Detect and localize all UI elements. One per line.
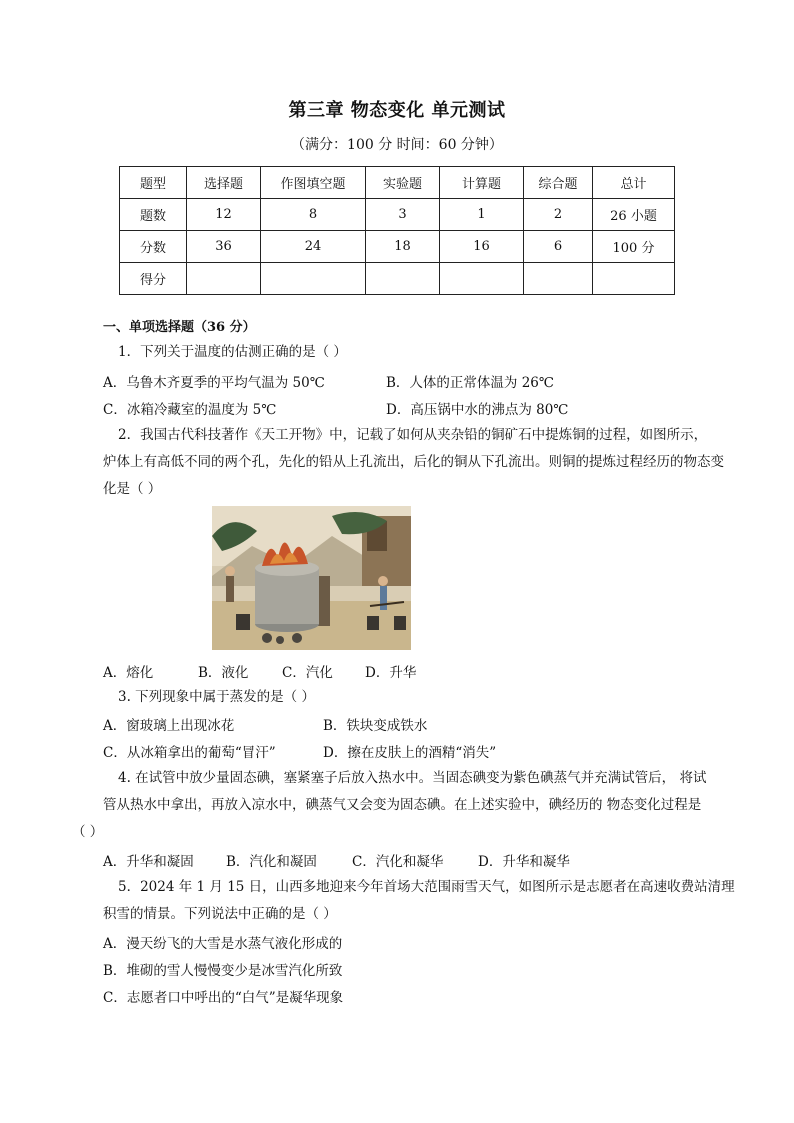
- question-5-option-b[interactable]: B．堆砌的雪人慢慢变少是冰雪汽化所致: [103, 963, 343, 979]
- section-heading: 一、单项选择题（36 分）: [103, 320, 256, 335]
- question-3-stem: 3. 下列现象中属于蒸发的是（ ）: [118, 689, 315, 705]
- question-2-option-a[interactable]: A．熔化: [103, 665, 154, 681]
- question-1-stem: 1．下列关于温度的估测正确的是（ ）: [118, 344, 347, 360]
- table-cell: 2: [524, 199, 593, 231]
- table-cell: 12: [187, 199, 261, 231]
- table-cell: 1: [440, 199, 524, 231]
- score-entry-cell[interactable]: [524, 263, 593, 295]
- table-cell: 3: [366, 199, 440, 231]
- table-cell: 18: [366, 231, 440, 263]
- page-title: 第三章 物态变化 单元测试: [288, 100, 506, 121]
- question-5-option-a[interactable]: A．漫天纷飞的大雪是水蒸气液化形成的: [103, 936, 343, 952]
- table-cell: 24: [261, 231, 366, 263]
- question-5-stem-line2: 积雪的情景。下列说法中正确的是（ ）: [103, 906, 337, 922]
- table-cell: 26 小题: [593, 199, 675, 231]
- question-3-option-b[interactable]: B．铁块变成铁水: [323, 718, 428, 734]
- question-1-option-d[interactable]: D．高压锅中水的沸点为 80℃: [386, 402, 569, 418]
- score-entry-cell[interactable]: [593, 263, 675, 295]
- table-cell: 8: [261, 199, 366, 231]
- question-2-stem-line2: 炉体上有高低不同的两个孔，先化的铅从上孔流出，后化的铜从下孔流出。则铜的提炼过程经历的物态变: [103, 454, 724, 470]
- question-3-option-c[interactable]: C．从冰箱拿出的葡萄“冒汗”: [103, 745, 276, 761]
- question-4-option-b[interactable]: B．汽化和凝固: [226, 854, 317, 870]
- table-cell: 题数: [120, 199, 187, 231]
- question-3-option-a[interactable]: A．窗玻璃上出现冰花: [103, 718, 235, 734]
- question-3-option-d[interactable]: D．擦在皮肤上的酒精“消失”: [323, 745, 497, 761]
- score-entry-cell[interactable]: [187, 263, 261, 295]
- question-2-stem-line1: 2．我国古代科技著作《天工开物》中，记载了如何从夹杂铅的铜矿石中提炼铜的过程，如图所示，: [118, 427, 708, 443]
- question-2-stem-line3: 化是（ ）: [103, 481, 162, 497]
- exam-info: （满分：100 分 时间：60 分钟）: [291, 137, 503, 153]
- table-cell: 得分: [120, 263, 187, 295]
- score-table: [119, 166, 675, 295]
- score-entry-cell[interactable]: [261, 263, 366, 295]
- question-4-stem-line2: 管从热水中拿出，再放入凉水中，碘蒸气又会变为固态碘。在上述实验中，碘经历的 物态变化过程是: [103, 797, 702, 813]
- question-2-option-c[interactable]: C．汽化: [282, 665, 333, 681]
- table-cell: 计算题: [440, 167, 524, 199]
- table-cell: 综合题: [524, 167, 593, 199]
- table-row: [120, 199, 675, 231]
- table-row: [120, 263, 675, 295]
- question-5-option-c[interactable]: C．志愿者口中呼出的“白气”是凝华现象: [103, 990, 344, 1006]
- smelting-illustration: [212, 506, 411, 650]
- table-row: [120, 231, 675, 263]
- table-cell: 题型: [120, 167, 187, 199]
- table-cell: 16: [440, 231, 524, 263]
- question-2-option-d[interactable]: D．升华: [365, 665, 417, 681]
- table-cell: 36: [187, 231, 261, 263]
- question-1-option-a[interactable]: A．乌鲁木齐夏季的平均气温为 50℃: [103, 375, 325, 391]
- table-cell: 分数: [120, 231, 187, 263]
- table-cell: 选择题: [187, 167, 261, 199]
- table-cell: 6: [524, 231, 593, 263]
- question-4-stem-line3: （ ）: [72, 824, 104, 840]
- table-cell: 总计: [593, 167, 675, 199]
- question-4-option-d[interactable]: D．升华和凝华: [478, 854, 570, 870]
- question-4-stem-line1: 4. 在试管中放少量固态碘，塞紧塞子后放入热水中。当固态碘变为紫色碘蒸气并充满试管后， 将试: [118, 770, 707, 786]
- question-4-option-a[interactable]: A．升华和凝固: [103, 854, 194, 870]
- table-cell: 100 分: [593, 231, 675, 263]
- question-4-option-c[interactable]: C．汽化和凝华: [352, 854, 444, 870]
- question-1-option-c[interactable]: C．冰箱冷藏室的温度为 5℃: [103, 402, 277, 418]
- table-cell: 实验题: [366, 167, 440, 199]
- table-cell: 作图填空题: [261, 167, 366, 199]
- table-row: [120, 167, 675, 199]
- question-5-stem-line1: 5．2024 年 1 月 15 日，山西多地迎来今年首场大范围雨雪天气，如图所示是志愿者在高速收费站清理: [118, 879, 735, 895]
- score-entry-cell[interactable]: [366, 263, 440, 295]
- question-1-option-b[interactable]: B．人体的正常体温为 26℃: [386, 375, 554, 391]
- score-entry-cell[interactable]: [440, 263, 524, 295]
- question-2-option-b[interactable]: B．液化: [198, 665, 249, 681]
